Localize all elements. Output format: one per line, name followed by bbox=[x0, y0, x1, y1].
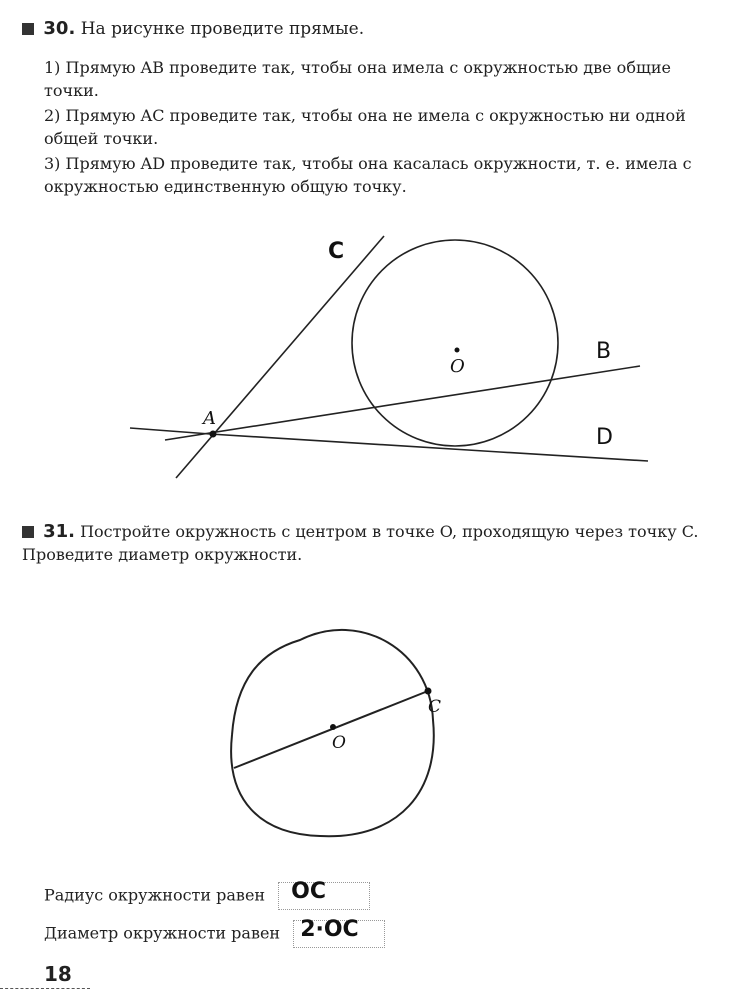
diameter-label: Диаметр окружности равен bbox=[44, 923, 281, 943]
task-30-number: 30. bbox=[43, 18, 76, 39]
task-marker-icon bbox=[22, 526, 34, 538]
figure-30 bbox=[130, 236, 648, 478]
task-30-item-2: 2) Прямую AC проведите так, чтобы она не имела с окружностью ни одной общей точки. bbox=[44, 106, 686, 148]
task-30-title: На рисунке проведите прямые. bbox=[80, 19, 365, 39]
page-number: 18 bbox=[44, 962, 72, 986]
point-a bbox=[210, 431, 217, 438]
figure-31 bbox=[231, 630, 434, 836]
point-o-31 bbox=[330, 724, 336, 730]
task-30-item-1: 1) Прямую AB проведите так, чтобы она имела с окружностью две общие точки. bbox=[44, 58, 671, 100]
radius-label: Радиус окружности равен bbox=[44, 885, 266, 905]
radius-answer-box[interactable] bbox=[278, 879, 370, 910]
point-c-31 bbox=[425, 688, 432, 695]
line-ad bbox=[130, 428, 648, 461]
task-30-item-3: 3) Прямую AD проведите так, чтобы она касалась окружности, т. е. имела с окружностью единственную общую точку. bbox=[44, 154, 692, 196]
point-o-30 bbox=[455, 348, 460, 353]
diameter-answer-row bbox=[44, 917, 385, 948]
radius-answer-row bbox=[44, 879, 370, 910]
task-31-number: 31. bbox=[43, 521, 75, 542]
diameter-answer-box[interactable] bbox=[293, 917, 385, 948]
radius-value: OC bbox=[291, 879, 327, 904]
label-d-30: D bbox=[596, 425, 613, 450]
line-ab bbox=[165, 366, 640, 440]
task-marker-icon bbox=[22, 23, 34, 35]
page-number-underline bbox=[0, 988, 90, 989]
line-ac bbox=[176, 236, 384, 478]
label-o-30: O bbox=[450, 356, 465, 377]
circle-31 bbox=[231, 630, 434, 836]
label-a-30: A bbox=[203, 408, 216, 429]
label-c-30: C bbox=[328, 239, 345, 264]
label-c-31: C bbox=[428, 697, 442, 717]
task-31-title: Постройте окружность с центром в точке O, проходящую через точку C. Проведите диаметр окружности. bbox=[22, 522, 699, 564]
circle-30 bbox=[352, 240, 558, 446]
diameter-line bbox=[234, 691, 428, 768]
label-o-31: O bbox=[332, 733, 346, 753]
label-b-30: B bbox=[596, 339, 612, 364]
diameter-value: 2·OC bbox=[300, 917, 359, 942]
task-30-header bbox=[22, 18, 722, 40]
task-31-header bbox=[22, 520, 727, 566]
